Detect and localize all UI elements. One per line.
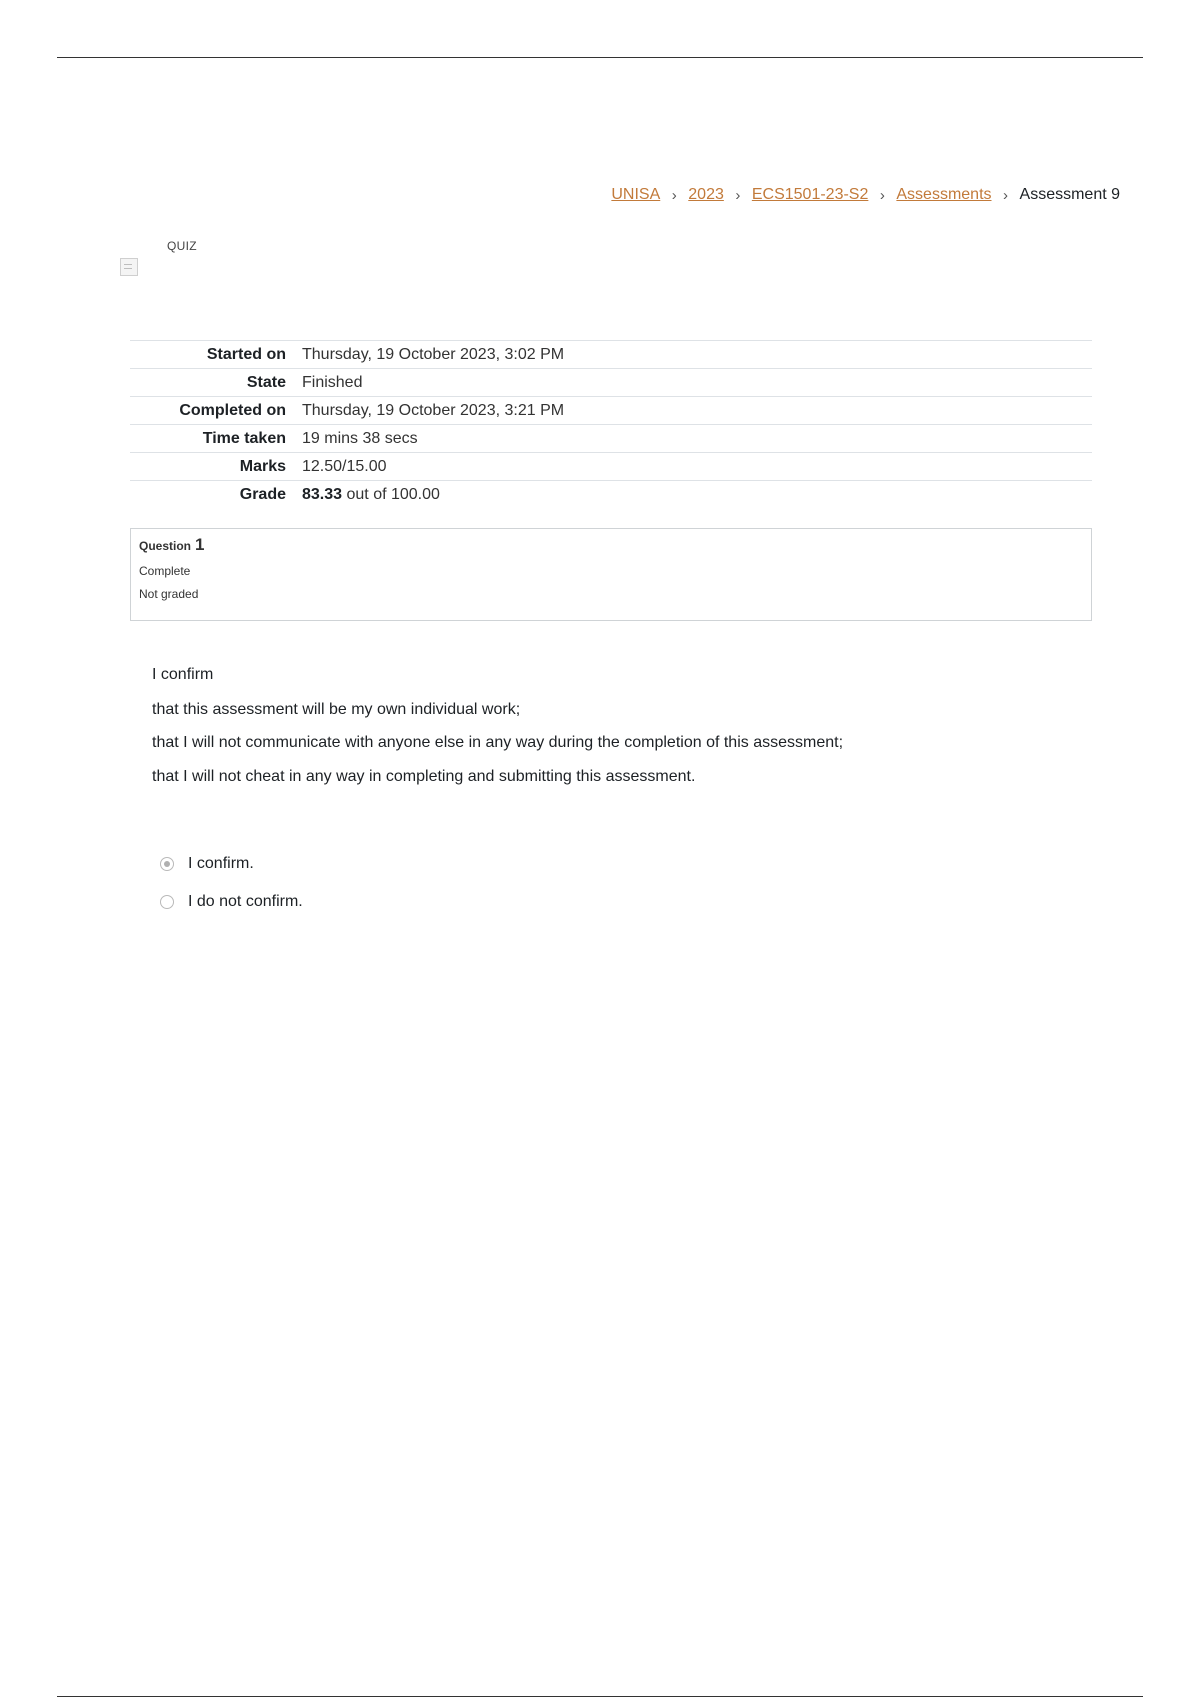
summary-label: Time taken	[202, 429, 286, 447]
question-grade-status: Not graded	[139, 587, 199, 601]
radio-button[interactable]	[160, 895, 174, 909]
chevron-right-icon: ›	[1003, 186, 1009, 204]
quiz-icon	[120, 258, 138, 276]
question-state: Complete	[139, 564, 191, 578]
question-number-value: 1	[195, 535, 205, 554]
table-row	[130, 425, 1092, 453]
attempt-summary-table	[130, 340, 1092, 509]
question-text-line: I confirm	[152, 666, 214, 683]
summary-label: Completed on	[179, 401, 286, 419]
table-row	[130, 481, 1092, 509]
breadcrumb-link-assessments[interactable]: Assessments	[896, 186, 992, 203]
question-number	[139, 535, 1083, 555]
chevron-right-icon: ›	[735, 186, 741, 204]
summary-label: State	[246, 373, 286, 391]
question-text-line: that this assessment will be my own individual work;	[152, 701, 521, 718]
answer-option-not-confirm[interactable]	[160, 893, 303, 911]
question-label: Question	[139, 539, 192, 553]
top-rule	[57, 57, 1143, 58]
answer-label: I do not confirm.	[188, 893, 303, 910]
question-info-box	[130, 528, 1092, 621]
summary-value: 19 mins 38 secs	[302, 429, 418, 447]
table-row	[130, 369, 1092, 397]
grade-suffix: out of 100.00	[346, 485, 440, 503]
bottom-rule	[57, 1696, 1143, 1697]
summary-label: Grade	[239, 485, 286, 503]
breadcrumb-link-year[interactable]: 2023	[688, 186, 724, 203]
grade-value	[302, 481, 1092, 509]
answer-option-confirm[interactable]	[160, 855, 254, 873]
grade-score: 83.33	[302, 485, 343, 503]
question-text-line: that I will not communicate with anyone else in any way during the completion of this assessment;	[152, 734, 844, 751]
table-row	[130, 397, 1092, 425]
question-text-line: that I will not cheat in any way in completing and submitting this assessment.	[152, 768, 696, 785]
breadcrumb-current: Assessment 9	[1019, 186, 1120, 203]
summary-value: 12.50/15.00	[302, 457, 387, 475]
table-row	[130, 341, 1092, 369]
activity-type-label: QUIZ	[167, 239, 197, 253]
breadcrumb-link-unisa[interactable]: UNISA	[611, 186, 661, 203]
table-row	[130, 453, 1092, 481]
summary-value: Thursday, 19 October 2023, 3:21 PM	[302, 401, 565, 419]
radio-button[interactable]	[160, 857, 174, 871]
answer-label: I confirm.	[188, 855, 254, 872]
breadcrumb	[611, 186, 1120, 204]
chevron-right-icon: ›	[671, 186, 677, 204]
summary-value: Thursday, 19 October 2023, 3:02 PM	[302, 345, 565, 363]
breadcrumb-link-course[interactable]: ECS1501-23-S2	[751, 186, 869, 203]
summary-value: Finished	[302, 373, 363, 391]
chevron-right-icon: ›	[879, 186, 885, 204]
summary-label: Marks	[239, 457, 286, 475]
summary-label: Started on	[206, 345, 286, 363]
